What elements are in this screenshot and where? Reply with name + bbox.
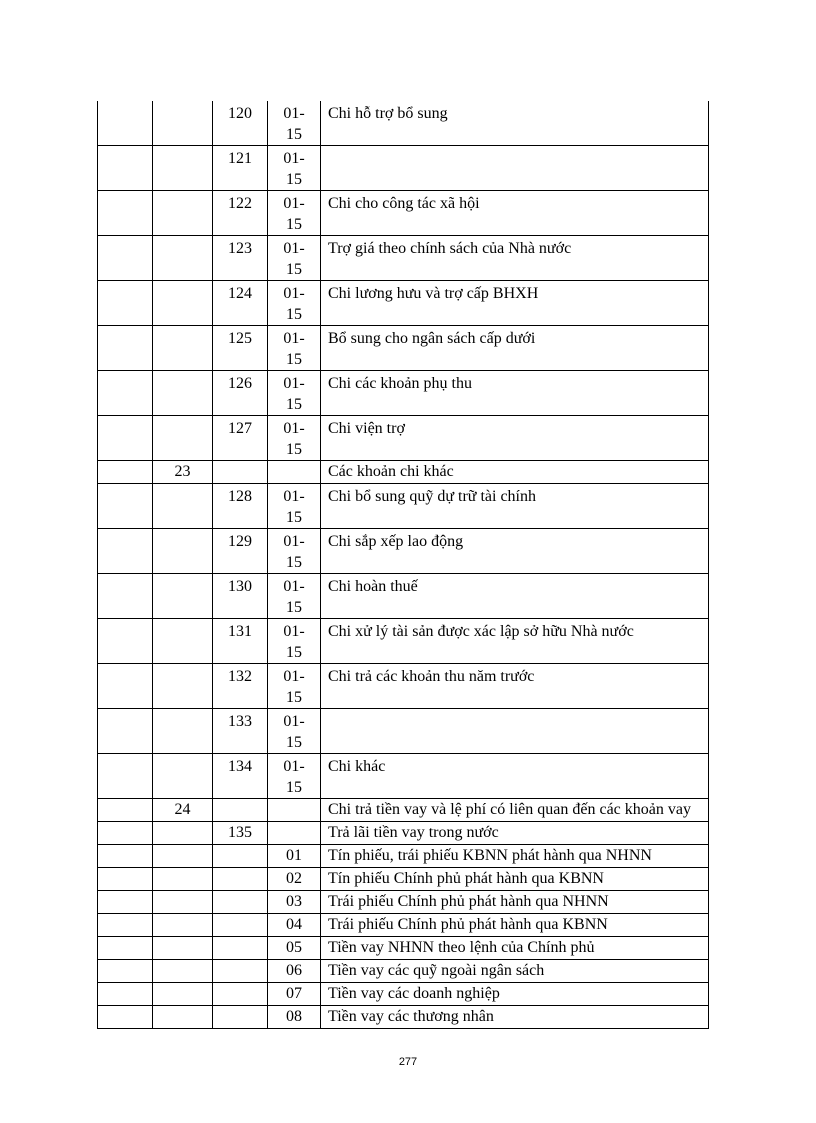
tieumuc-cell xyxy=(268,1006,321,1029)
budget-code-table xyxy=(97,101,709,1029)
loai-cell xyxy=(98,281,153,326)
loai-cell xyxy=(98,822,153,845)
table-row xyxy=(98,983,709,1006)
tieumuc-part: 01- xyxy=(283,623,305,640)
table-row xyxy=(98,371,709,416)
tieumuc-part: 01- xyxy=(283,330,305,347)
muc-cell: 122 xyxy=(213,191,268,236)
table-row xyxy=(98,822,709,845)
noidung-cell: Chi xử lý tài sản được xác lập sở hữu Nhà nước xyxy=(321,619,709,664)
nhom-cell xyxy=(153,236,213,281)
loai-cell xyxy=(98,799,153,822)
nhom-cell xyxy=(153,191,213,236)
noidung-cell: Chi sắp xếp lao động xyxy=(321,529,709,574)
noidung-cell: Chi lương hưu và trợ cấp BHXH xyxy=(321,281,709,326)
tieumuc-part: 01- xyxy=(283,488,305,505)
muc-cell: 128 xyxy=(213,484,268,529)
tieumuc-part: 02 xyxy=(286,870,302,887)
table-row xyxy=(98,1006,709,1029)
tieumuc-cell xyxy=(268,891,321,914)
tieumuc-cell xyxy=(268,822,321,845)
tieumuc-cell xyxy=(268,937,321,960)
tieumuc-cell xyxy=(268,191,321,236)
table-row xyxy=(98,891,709,914)
table-row xyxy=(98,619,709,664)
tieumuc-part: 01- xyxy=(283,195,305,212)
loai-cell xyxy=(98,574,153,619)
loai-cell xyxy=(98,983,153,1006)
loai-cell xyxy=(98,937,153,960)
muc-cell: 131 xyxy=(213,619,268,664)
tieumuc-cell xyxy=(268,664,321,709)
nhom-cell xyxy=(153,937,213,960)
muc-cell: 133 xyxy=(213,709,268,754)
tieumuc-part: 15 xyxy=(286,216,302,233)
noidung-cell: Tiền vay các doanh nghiệp xyxy=(321,983,709,1006)
tieumuc-part: 07 xyxy=(286,985,302,1002)
muc-cell xyxy=(213,845,268,868)
nhom-cell xyxy=(153,845,213,868)
loai-cell xyxy=(98,664,153,709)
tieumuc-cell xyxy=(268,574,321,619)
noidung-cell xyxy=(321,709,709,754)
loai-cell xyxy=(98,484,153,529)
table-row xyxy=(98,960,709,983)
table-row xyxy=(98,101,709,146)
muc-cell: 132 xyxy=(213,664,268,709)
nhom-cell xyxy=(153,146,213,191)
tieumuc-part: 15 xyxy=(286,126,302,143)
noidung-cell: Chi cho công tác xã hội xyxy=(321,191,709,236)
muc-cell: 127 xyxy=(213,416,268,461)
tieumuc-part: 15 xyxy=(286,261,302,278)
noidung-cell: Tín phiếu, trái phiếu KBNN phát hành qua NHNN xyxy=(321,845,709,868)
noidung-cell: Tiền vay NHNN theo lệnh của Chính phủ xyxy=(321,937,709,960)
tieumuc-part: 01- xyxy=(283,375,305,392)
loai-cell xyxy=(98,754,153,799)
nhom-cell xyxy=(153,101,213,146)
tieumuc-part: 01- xyxy=(283,240,305,257)
tieumuc-cell xyxy=(268,868,321,891)
muc-cell xyxy=(213,868,268,891)
nhom-cell xyxy=(153,371,213,416)
tieumuc-part: 15 xyxy=(286,644,302,661)
noidung-cell: Trái phiếu Chính phủ phát hành qua KBNN xyxy=(321,914,709,937)
noidung-cell: Các khoản chi khác xyxy=(321,461,709,484)
nhom-cell xyxy=(153,416,213,461)
table-row xyxy=(98,754,709,799)
muc-cell: 124 xyxy=(213,281,268,326)
noidung-cell: Trợ giá theo chính sách của Nhà nước xyxy=(321,236,709,281)
tieumuc-part: 15 xyxy=(286,554,302,571)
muc-cell xyxy=(213,461,268,484)
loai-cell xyxy=(98,709,153,754)
nhom-cell xyxy=(153,484,213,529)
muc-cell xyxy=(213,1006,268,1029)
tieumuc-part: 01- xyxy=(283,668,305,685)
table-row xyxy=(98,845,709,868)
table-row xyxy=(98,574,709,619)
muc-cell: 130 xyxy=(213,574,268,619)
muc-cell: 120 xyxy=(213,101,268,146)
noidung-cell: Chi các khoản phụ thu xyxy=(321,371,709,416)
loai-cell xyxy=(98,845,153,868)
noidung-cell: Chi hoàn thuế xyxy=(321,574,709,619)
nhom-cell xyxy=(153,891,213,914)
tieumuc-cell xyxy=(268,709,321,754)
tieumuc-part: 01- xyxy=(283,285,305,302)
tieumuc-part: 03 xyxy=(286,893,302,910)
tieumuc-part: 01- xyxy=(283,150,305,167)
muc-cell: 126 xyxy=(213,371,268,416)
loai-cell xyxy=(98,891,153,914)
muc-cell: 121 xyxy=(213,146,268,191)
noidung-cell: Chi trả tiền vay và lệ phí có liên quan đến các khoản vay xyxy=(321,799,709,822)
table-row xyxy=(98,146,709,191)
noidung-cell: Bổ sung cho ngân sách cấp dưới xyxy=(321,326,709,371)
tieumuc-cell xyxy=(268,845,321,868)
table-row xyxy=(98,461,709,484)
table-row xyxy=(98,326,709,371)
table-row xyxy=(98,416,709,461)
tieumuc-cell xyxy=(268,529,321,574)
tieumuc-part: 01- xyxy=(283,713,305,730)
noidung-cell: Chi viện trợ xyxy=(321,416,709,461)
noidung-cell: Trái phiếu Chính phủ phát hành qua NHNN xyxy=(321,891,709,914)
nhom-cell: 23 xyxy=(153,461,213,484)
muc-cell: 125 xyxy=(213,326,268,371)
noidung-cell: Trả lãi tiền vay trong nước xyxy=(321,822,709,845)
tieumuc-part: 06 xyxy=(286,962,302,979)
tieumuc-part: 01- xyxy=(283,420,305,437)
tieumuc-part: 15 xyxy=(286,306,302,323)
muc-cell: 135 xyxy=(213,822,268,845)
nhom-cell xyxy=(153,868,213,891)
table-body xyxy=(98,101,709,1029)
tieumuc-cell xyxy=(268,619,321,664)
nhom-cell xyxy=(153,326,213,371)
nhom-cell xyxy=(153,529,213,574)
nhom-cell xyxy=(153,574,213,619)
tieumuc-cell xyxy=(268,960,321,983)
tieumuc-part: 15 xyxy=(286,689,302,706)
tieumuc-part: 01- xyxy=(283,578,305,595)
tieumuc-part: 04 xyxy=(286,916,302,933)
loai-cell xyxy=(98,146,153,191)
tieumuc-part: 01- xyxy=(283,533,305,550)
nhom-cell xyxy=(153,754,213,799)
loai-cell xyxy=(98,1006,153,1029)
loai-cell xyxy=(98,101,153,146)
tieumuc-cell xyxy=(268,236,321,281)
nhom-cell xyxy=(153,1006,213,1029)
loai-cell xyxy=(98,236,153,281)
nhom-cell xyxy=(153,664,213,709)
loai-cell xyxy=(98,371,153,416)
noidung-cell: Chi hỗ trợ bổ sung xyxy=(321,101,709,146)
nhom-cell xyxy=(153,709,213,754)
table-row xyxy=(98,709,709,754)
loai-cell xyxy=(98,619,153,664)
tieumuc-part: 15 xyxy=(286,396,302,413)
table-row xyxy=(98,868,709,891)
tieumuc-part: 15 xyxy=(286,351,302,368)
tieumuc-cell xyxy=(268,416,321,461)
table-row xyxy=(98,529,709,574)
nhom-cell xyxy=(153,619,213,664)
tieumuc-cell xyxy=(268,484,321,529)
muc-cell xyxy=(213,914,268,937)
loai-cell xyxy=(98,529,153,574)
tieumuc-part: 01- xyxy=(283,105,305,122)
tieumuc-cell xyxy=(268,983,321,1006)
table-row xyxy=(98,664,709,709)
nhom-cell xyxy=(153,281,213,326)
tieumuc-part: 15 xyxy=(286,779,302,796)
loai-cell xyxy=(98,191,153,236)
table-row xyxy=(98,799,709,822)
tieumuc-part: 15 xyxy=(286,599,302,616)
table-row xyxy=(98,281,709,326)
loai-cell xyxy=(98,868,153,891)
tieumuc-cell xyxy=(268,371,321,416)
tieumuc-part: 01 xyxy=(286,847,302,864)
muc-cell xyxy=(213,937,268,960)
tieumuc-cell xyxy=(268,281,321,326)
table-row xyxy=(98,236,709,281)
table-row xyxy=(98,937,709,960)
tieumuc-part: 15 xyxy=(286,734,302,751)
muc-cell xyxy=(213,960,268,983)
table-row xyxy=(98,191,709,236)
nhom-cell xyxy=(153,822,213,845)
muc-cell: 129 xyxy=(213,529,268,574)
noidung-cell: Tín phiếu Chính phủ phát hành qua KBNN xyxy=(321,868,709,891)
page-number: 277 xyxy=(398,1056,418,1068)
tieumuc-cell xyxy=(268,326,321,371)
muc-cell: 134 xyxy=(213,754,268,799)
noidung-cell: Tiền vay các quỹ ngoài ngân sách xyxy=(321,960,709,983)
nhom-cell: 24 xyxy=(153,799,213,822)
muc-cell: 123 xyxy=(213,236,268,281)
loai-cell xyxy=(98,416,153,461)
tieumuc-part: 08 xyxy=(286,1008,302,1025)
tieumuc-cell xyxy=(268,461,321,484)
loai-cell xyxy=(98,461,153,484)
nhom-cell xyxy=(153,914,213,937)
tieumuc-cell xyxy=(268,146,321,191)
tieumuc-cell xyxy=(268,101,321,146)
noidung-cell: Chi bổ sung quỹ dự trữ tài chính xyxy=(321,484,709,529)
tieumuc-part: 15 xyxy=(286,509,302,526)
tieumuc-cell xyxy=(268,754,321,799)
table-row xyxy=(98,484,709,529)
table-row xyxy=(98,914,709,937)
noidung-cell xyxy=(321,146,709,191)
nhom-cell xyxy=(153,983,213,1006)
tieumuc-part: 15 xyxy=(286,171,302,188)
noidung-cell: Chi khác xyxy=(321,754,709,799)
loai-cell xyxy=(98,326,153,371)
noidung-cell: Tiền vay các thương nhân xyxy=(321,1006,709,1029)
noidung-cell: Chi trả các khoản thu năm trước xyxy=(321,664,709,709)
tieumuc-cell xyxy=(268,799,321,822)
nhom-cell xyxy=(153,960,213,983)
tieumuc-part: 15 xyxy=(286,441,302,458)
muc-cell xyxy=(213,799,268,822)
tieumuc-part: 05 xyxy=(286,939,302,956)
muc-cell xyxy=(213,983,268,1006)
loai-cell xyxy=(98,914,153,937)
tieumuc-cell xyxy=(268,914,321,937)
tieumuc-part: 01- xyxy=(283,758,305,775)
loai-cell xyxy=(98,960,153,983)
muc-cell xyxy=(213,891,268,914)
